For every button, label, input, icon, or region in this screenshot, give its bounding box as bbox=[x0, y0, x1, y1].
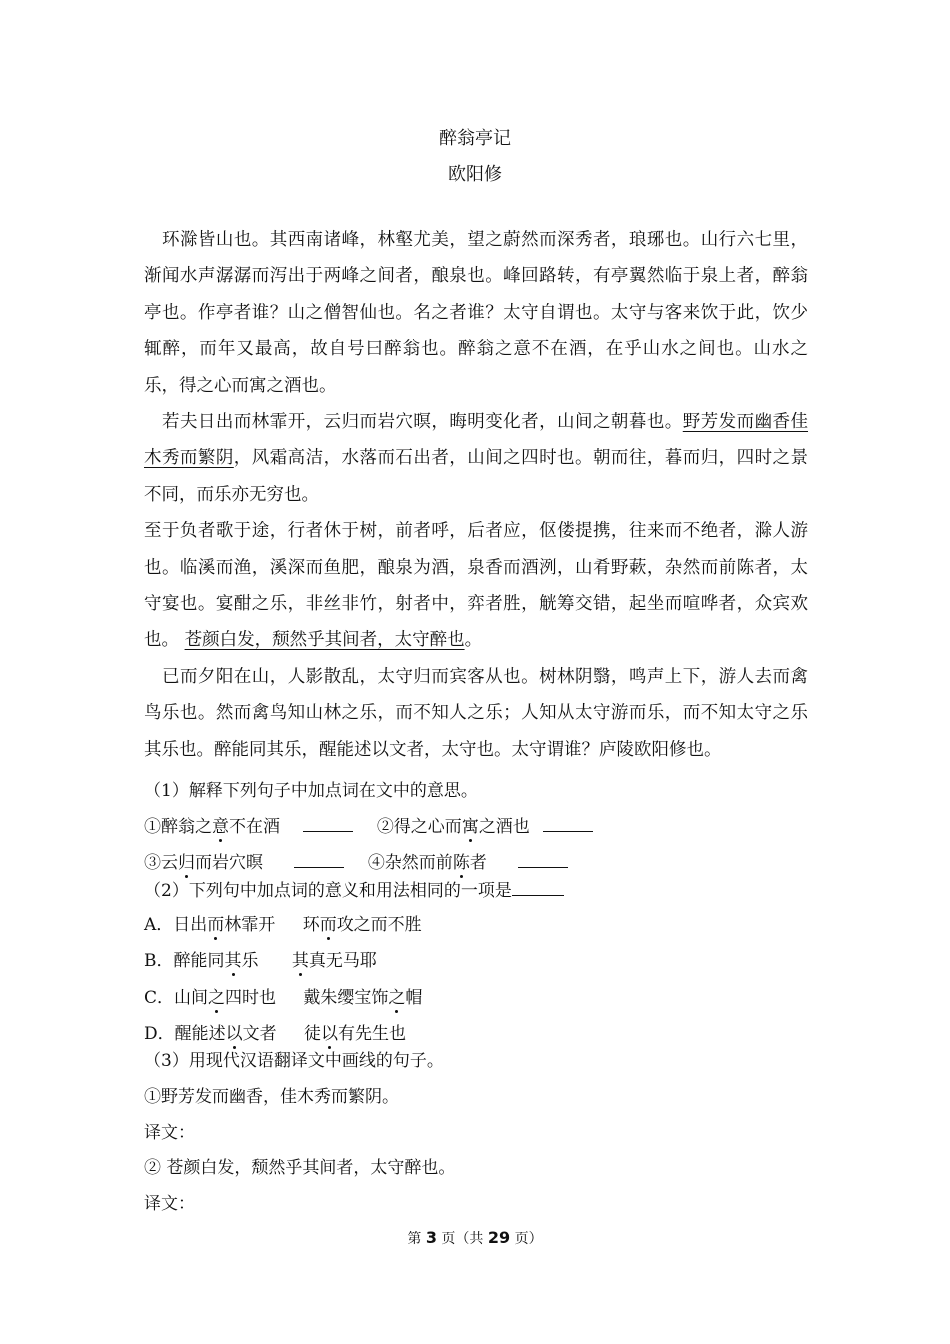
q2-option-d[interactable]: D．醒能述以文者 徒以有先生也 bbox=[144, 1019, 406, 1044]
q2-option-a[interactable]: A．日出而林霏开 环而攻之而不胜 bbox=[144, 910, 422, 935]
paragraph-2: 若夫日出而林霏开，云归而岩穴暝，晦明变化者，山间之朝暮也。野芳发而幽香佳木秀而繁阴，风霜高洁，水落而石出者，山间之四时也。朝而往，暮而归，四时之景不同，而乐亦无穷也。 bbox=[144, 412, 809, 505]
q1-item-4: ④杂然而前陈者 bbox=[368, 853, 487, 873]
answer-blank[interactable] bbox=[543, 817, 593, 832]
answer-blank[interactable] bbox=[303, 817, 353, 832]
essay-title: 醉翁亭记 bbox=[439, 128, 511, 149]
paragraph-4: 已而夕阳在山，人影散乱，太守归而宾客从也。树林阴翳，鸣声上下，游人去而禽鸟乐也。然而禽鸟知山林之乐，而不知人之乐；人知从太守游而乐，而不知太守之乐其乐也。醉能同其乐，醒能述以文者，太守也。太守谓谁？庐陵欧阳修也。 bbox=[144, 666, 808, 760]
q2-option-c[interactable]: C．山间之四时也 戴朱缨宝饰之帽 bbox=[144, 983, 422, 1008]
page-footer: 第 3 页（共 29 页） bbox=[407, 1228, 543, 1247]
page-number: 3 bbox=[425, 1228, 437, 1247]
essay-author: 欧阳修 bbox=[448, 164, 502, 185]
answer-blank[interactable] bbox=[518, 853, 568, 868]
answer-blank[interactable] bbox=[294, 853, 344, 868]
q1-item-2: ②得之心而寓之酒也 bbox=[377, 817, 530, 837]
q1-row-2 bbox=[144, 848, 568, 873]
answer-blank[interactable] bbox=[512, 881, 564, 896]
q3-translation-2[interactable]: 译文： bbox=[144, 1194, 195, 1214]
q3-sentence-1: ①野芳发而幽香，佳木秀而繁阴。 bbox=[144, 1087, 399, 1107]
essay-body bbox=[144, 222, 808, 768]
q3-translation-1[interactable]: 译文： bbox=[144, 1123, 195, 1143]
page-total: 29 bbox=[487, 1228, 511, 1247]
q1-item-1: ①醉翁之意不在酒 bbox=[144, 817, 280, 837]
paragraph-3: 至于负者歌于途，行者休于树，前者呼，后者应，伛偻提携，往来而不绝者，滁人游也。临溪而渔，溪深而鱼肥，酿泉为酒，泉香而酒洌，山肴野蔌，杂然而前陈者，太守宴也。宴酣之乐，非丝非竹，射者中，弈者胜，觥筹交错，起坐而喧哗者，众宾欢也。 苍颜白发，颓然乎其间者，太守醉也。 bbox=[144, 521, 808, 651]
q2-option-b[interactable]: B．醉能同其乐 其真无马耶 bbox=[144, 946, 377, 971]
q2-prompt: （2）下列句中加点词的意义和用法相同的一项是 bbox=[144, 876, 564, 901]
underlined-sentence-1: 野芳发而幽香佳木秀而繁阴 bbox=[144, 412, 809, 469]
q1-item-3: ③云归而岩穴暝 bbox=[144, 853, 263, 873]
underlined-sentence-2: 苍颜白发，颓然乎其间者，太守醉也 bbox=[184, 630, 465, 651]
paragraph-1: 环滁皆山也。其西南诸峰，林壑尤美，望之蔚然而深秀者，琅琊也。山行六七里，渐闻水声潺潺而泻出于两峰之间者，酿泉也。峰回路转，有亭翼然临于泉上者，醉翁亭也。作亭者谁？山之僧智仙也。名之者谁？太守自谓也。太守与客来饮于此，饮少辄醉，而年又最高，故自号曰醉翁也。醉翁之意不在酒，在乎山水之间也。山水之乐，得之心而寓之酒也。 bbox=[144, 230, 808, 396]
q1-row-1 bbox=[144, 812, 593, 837]
q3-sentence-2: ② 苍颜白发，颓然乎其间者，太守醉也。 bbox=[144, 1158, 456, 1178]
q3-prompt: （3）用现代汉语翻译文中画线的句子。 bbox=[144, 1051, 444, 1071]
q1-prompt: （1）解释下列句子中加点词在文中的意思。 bbox=[144, 781, 478, 801]
